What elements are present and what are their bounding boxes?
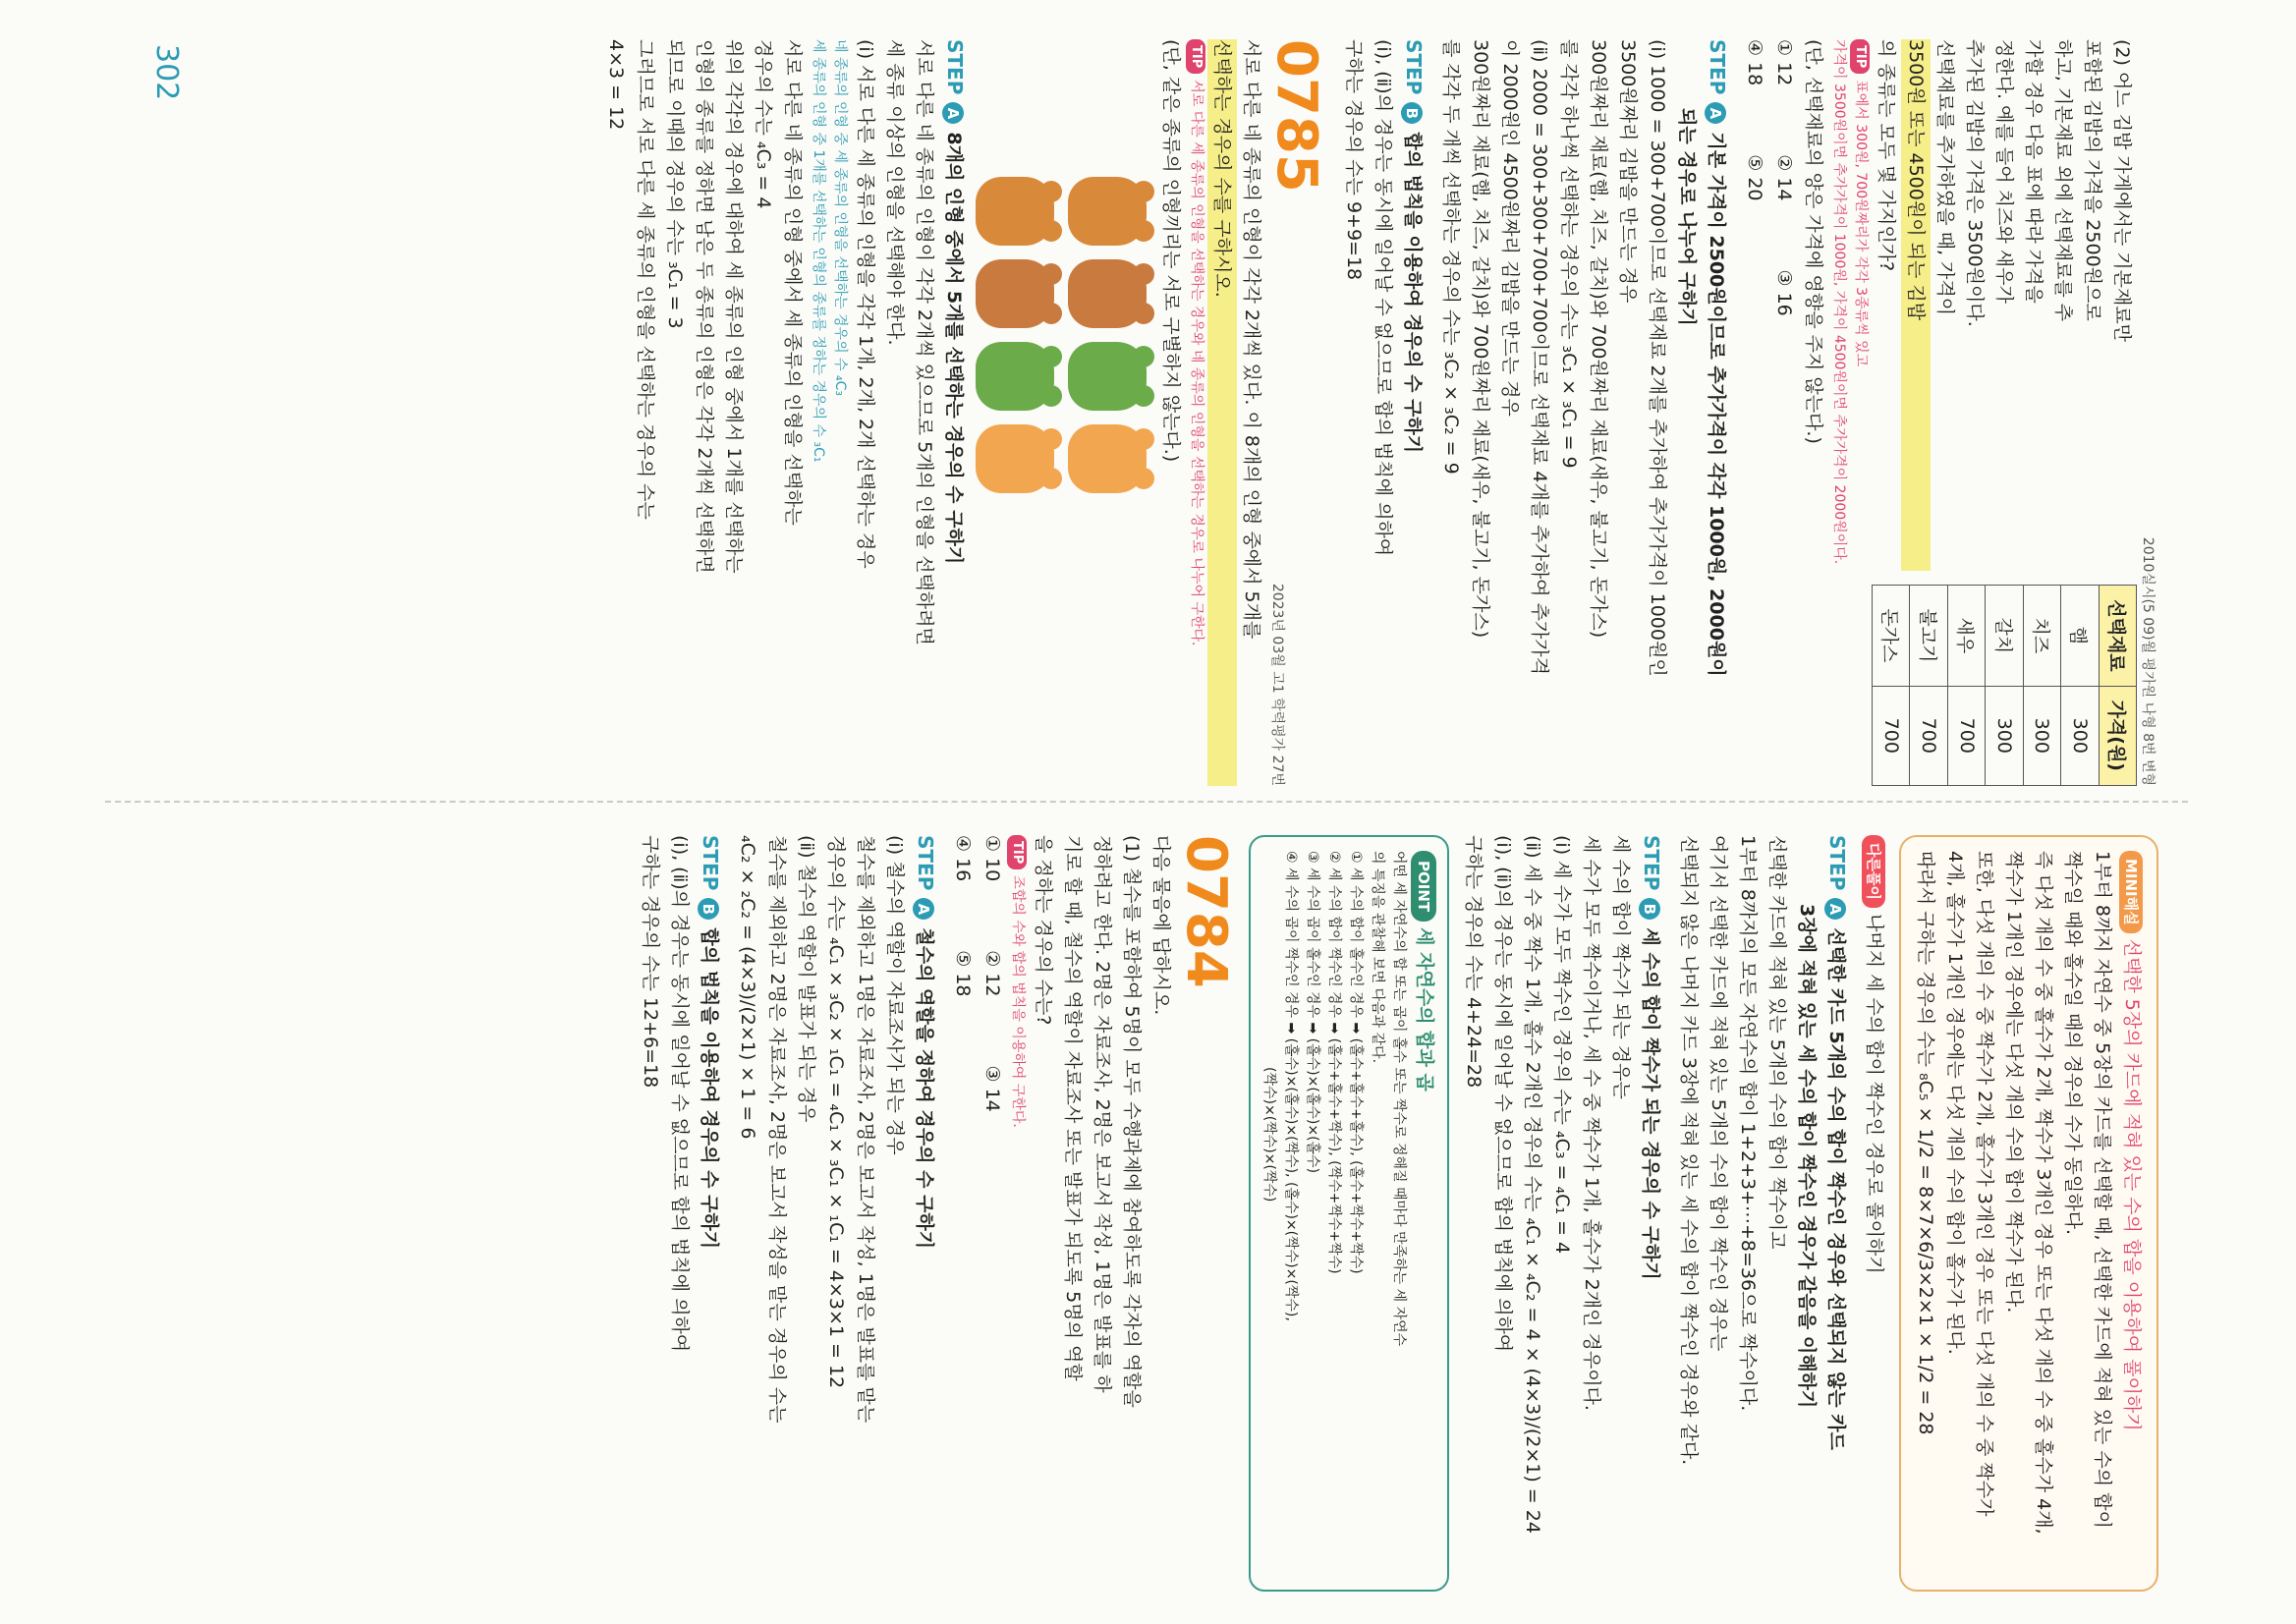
choice: ② 12: [981, 950, 1003, 997]
problem-0784: [948, 835, 1238, 1592]
source-label: 2023년 03월 고1 학력평가 27번: [1269, 583, 1285, 786]
table-row: [1986, 586, 2023, 786]
point-tag: POINT: [1411, 851, 1436, 922]
step-line: ₄C₂ × ₂C₂ = (4×3)/(2×1) × 1 = 6: [737, 835, 758, 1140]
problem-line: 을 정하는 경우의 수는?: [1033, 835, 1054, 1026]
step-letter-badge: B: [1401, 102, 1423, 124]
problem-line: 가할 경우 다음 표에 따라 가격을: [2023, 39, 2044, 304]
bear-doll-image: [976, 259, 1054, 328]
step-line: 서로 다른 네 종류의 인형이 각각 2개씩 있으므로 5개의 인형을 선택하려면: [914, 39, 935, 645]
problem-line: 3500원 또는 4500원이 되는 김밥: [1901, 39, 1931, 571]
step-line: 세 수의 합이 짝수가 되는 경우는: [1610, 835, 1632, 1099]
step-title: 선택한 카드 5개의 수의 합이 짝수인 경우와 선택되지 않는 카드: [1825, 927, 1847, 1450]
step-line: 이 2000원인 4500원짜리 김밥을 만드는 경우: [1499, 39, 1521, 417]
table-cell: 300: [2061, 686, 2099, 785]
choice: ⑤ 18: [952, 950, 974, 997]
source-label: 2010실시(5 09)월 평가원 나형 8번 변형: [2140, 536, 2156, 786]
table-cell: 햄: [2061, 586, 2099, 686]
problem-2-block: [1872, 39, 2137, 786]
problem-intro: 다음 물음에 답하시오.: [1150, 835, 1172, 1016]
step-line: 선택되지 않은 나머지 카드 3장에 적혀 있는 세 수의 합이 짝수인 경우와 같다.: [1678, 835, 1700, 1466]
step-title: 합의 법칙을 이용하여 경우의 수 구하기: [699, 927, 720, 1250]
mini-tag: MINI해설: [2119, 851, 2143, 933]
problem-line: 정한다. 예를 들어 치즈와 새우가: [1993, 39, 2015, 304]
tip-badge: TIP: [1007, 835, 1027, 869]
problem-note: (단, 선택재료의 양은 가격에 영향을 주지 않는다.): [1803, 39, 1824, 444]
step-line: 300원짜리 재료(햄, 치즈, 갈치)와 700원짜리 재료(새우, 불고기, 돈가스): [1588, 39, 1609, 639]
choice: ① 10: [981, 835, 1003, 882]
step-line: (ⅰ) 철수의 역할이 자료조사가 되는 경우: [884, 835, 906, 1155]
choices-row: [1740, 39, 1769, 786]
step-title-cont: 3장에 적혀 있는 세 수의 합이 짝수인 경우가 같음을 이해하기: [1796, 904, 1818, 1409]
mini-line: 짝수일 때와 홀수일 때의 경우의 수가 동일하다.: [2062, 851, 2084, 1236]
problem-line: 선택하는 경우의 수를 구하시오.: [1207, 39, 1237, 786]
step-line: 3500원짜리 김밥을 만드는 경우: [1617, 39, 1639, 304]
step-letter-badge: B: [698, 898, 719, 920]
choice: ② 14: [1773, 154, 1795, 201]
step-line: 구하는 경우의 수는 12+6=18: [640, 835, 661, 1089]
choices-row: [948, 835, 978, 1592]
step-label: STEP: [943, 39, 967, 95]
bear-doll-image: [976, 342, 1054, 411]
step-line: 되므로 이때의 경우의 수는 ₃C₁ = 3: [664, 39, 686, 329]
point-line: ③ 세 수의 곱이 홀수인 경우 ➡ (홀수)×(홀수)×(홀수): [1305, 851, 1320, 1174]
point-line: 어떤 세 자연수의 합 또는 곱이 홀수 또는 짝수로 정해질 때마다 만족하는 세 자연수: [1391, 851, 1407, 1347]
bear-doll-image: [1068, 177, 1147, 246]
step-label: STEP: [1825, 835, 1849, 891]
step-title: 철수의 역할을 정하여 경우의 수 구하기: [914, 927, 935, 1250]
point-line: (짝수)×(짝수)×(짝수): [1261, 1067, 1277, 1203]
column-divider: [105, 801, 2188, 803]
table-cell: 불고기: [1910, 586, 1947, 686]
right-column: [636, 835, 2158, 1592]
caption: 세 종류의 인형 중 1개를 선택하는 인형의 종류를 정하는 경우의 수 ₃C₁: [811, 39, 826, 463]
table-cell: 돈가스: [1873, 586, 1910, 686]
step-line: 세 종류 이상의 인형을 선택해야 한다.: [884, 39, 906, 346]
table-cell: 300: [1986, 686, 2023, 785]
step-line: 위의 각각의 경우에 대하여 세 종류의 인형 중에서 1개를 선택하는: [723, 39, 745, 574]
problem-line: 선택재료를 추가하였을 때, 가격이: [1934, 39, 1956, 316]
point-box: [1249, 835, 1449, 1592]
step-letter-badge: A: [1705, 102, 1726, 124]
step-letter-badge: A: [1824, 898, 1846, 920]
point-line: ④ 세 수의 곱이 짝수인 경우 ➡ (홀수)×(홀수)×(짝수), (홀수)×(짝수)×(짝수),: [1283, 851, 1299, 1321]
problem-line: 하고, 기본재료 외에 선택재료를 추: [2052, 39, 2074, 322]
step-line: 철수를 제외하고 1명은 자료조사, 2명은 보고서 작성, 1명은 발표를 맡는: [855, 835, 876, 1424]
tip-text: 조합의 수와 합의 법칙을 이용하여 구한다.: [1010, 875, 1026, 1128]
table-cell: 700: [1910, 686, 1947, 785]
table-cell: 700: [1947, 686, 1985, 785]
step-line: 세 수가 모두 짝수이거나, 세 수 중 짝수가 1개, 홀수가 2개인 경우이다.: [1581, 835, 1602, 1411]
ingredient-price-table: [1872, 585, 2137, 786]
problem-line: 정하려고 한다. 2명은 자료조사, 2명은 보고서 작성, 1명은 발표를 하: [1092, 835, 1113, 1393]
tip-badge: TIP: [1850, 39, 1870, 74]
step-line: (ⅱ) 세 수 중 짝수 1개, 홀수 2개인 경우의 수는 ₄C₁ × ₄C₂ = 4 × (4×3)/(2×1) = 24: [1522, 835, 1543, 1534]
mini-line: 짝수가 1개인 경우에는 다섯 개의 수의 합이 짝수가 된다.: [2003, 851, 2025, 1314]
table-cell: 갈치: [1986, 586, 2023, 686]
choice: ③ 16: [1773, 269, 1795, 316]
caption: 네 종류의 인형 중 세 종류의 인형을 선택하는 경우의 수 ₄C₃: [832, 39, 848, 397]
step-line: 서로 다른 네 종류의 인형 중에서 세 종류의 인형을 선택하는: [782, 39, 804, 526]
step-line: 선택한 카드에 적혀 있는 5개의 수의 합이 짝수이고: [1766, 835, 1788, 1250]
point-line: 의 특징을 관찰해 보면 다음과 같다.: [1370, 851, 1385, 1064]
step-label: STEP: [1402, 39, 1426, 95]
left-column: [601, 39, 2158, 786]
mini-line: 4개, 홀수가 1개인 경우에는 다섯 개의 수의 합이 홀수가 된다.: [1944, 851, 1966, 1355]
other-solution-tag: 다른풀이: [1862, 835, 1885, 908]
step-line: (ⅱ) 2000 = 300+300+700+700이므로 선택재료 4개를 추가하여 추가가격: [1529, 39, 1550, 675]
page-number: 302: [149, 44, 184, 101]
step-label: STEP: [1706, 39, 1729, 95]
bear-doll-image: [1068, 342, 1147, 411]
problem-line: 서로 다른 네 종류의 인형이 각각 2개씩 있다. 이 8개의 인형 중에서 5개를: [1241, 39, 1262, 640]
problem-number: 0785: [1264, 39, 1328, 193]
choice: ③ 14: [981, 1065, 1003, 1112]
table-row: [1873, 586, 1910, 786]
step-title: 합의 법칙을 이용하여 경우의 수 구하기: [1402, 132, 1424, 454]
step-line: (ⅰ) 세 수가 모두 짝수인 경우의 수는 ₄C₃ = ₄C₁ = 4: [1551, 835, 1573, 1255]
table-row: [1910, 586, 1947, 786]
choice: ① 12: [1773, 39, 1795, 86]
problem-line: 기로 할 때, 철수의 역할이 자료조사 또는 발표가 되도록 5명의 역할: [1062, 835, 1084, 1381]
tip-text: 서로 다른 세 종류의 인형을 선택하는 경우와 네 종류의 인형을 선택하는 경우로 나누어 구한다.: [1189, 80, 1204, 646]
bear-doll-image: [1068, 424, 1147, 493]
table-row: [2061, 586, 2099, 786]
step-line: 를 각각 두 개씩 선택하는 경우의 수는 ₃C₂ × ₃C₂ = 9: [1440, 39, 1462, 475]
step-line: (ⅰ) 서로 다른 세 종류의 인형을 각각 1개, 2개, 2개 선택하는 경우: [855, 39, 876, 569]
step-letter-badge: A: [913, 898, 934, 920]
step-line: (ⅰ) 1000 = 300+700이므로 선택재료 2개를 추가하여 추가가격이 1000원인: [1647, 39, 1668, 677]
step-line: (ⅰ), (ⅱ)의 경우는 동시에 일어날 수 없으므로 합의 법칙에 의하여: [1492, 835, 1514, 1353]
table-row: [2023, 586, 2060, 786]
step-title: 세 수의 합이 짝수가 되는 경우의 수 구하기: [1640, 927, 1661, 1280]
step-line: 여기서 선택한 카드에 적혀 있는 5개의 수의 합이 짝수인 경우는: [1708, 835, 1729, 1352]
step-line: (ⅰ), (ⅱ)의 경우는 동시에 일어날 수 없으므로 합의 법칙에 의하여: [669, 835, 691, 1353]
tip-text: 가격이 3500원이면 추가가격이 1000원, 가격이 4500원이면 추가가격이 2000원이다.: [1831, 39, 1847, 565]
step-line: 구하는 경우의 수는 4+24=28: [1463, 835, 1484, 1089]
choice: ④ 18: [1744, 39, 1765, 86]
table-cell: 700: [1873, 686, 1910, 785]
step-label: STEP: [699, 835, 722, 891]
step-letter-badge: A: [942, 102, 964, 124]
table-header-row: [2099, 586, 2136, 786]
problem-line: (2) 어느 김밥 가게에서는 기본재료만: [2111, 39, 2133, 343]
step-line: 를 각각 하나씩 선택하는 경우의 수는 ₃C₁ × ₃C₁ = 9: [1558, 39, 1580, 469]
step-line: 300원짜리 재료(햄, 치즈, 갈치)와 700원짜리 재료(새우, 불고기, 돈가스): [1470, 39, 1491, 639]
tip-text: 표에서 300원, 700원짜리가 각각 3종류씩 있고: [1853, 80, 1869, 367]
point-line: ① 세 수의 합이 홀수인 경우 ➡ (홀수+홀수+홀수), (홀수+짝수+짝수): [1348, 851, 1364, 1274]
problem-0785: [976, 39, 1328, 786]
choices-row: [1769, 39, 1799, 786]
choice: ⑤ 20: [1744, 154, 1765, 201]
step-line: (ⅱ) 철수의 역할이 발표가 되는 경우: [796, 835, 817, 1123]
mini-heading: 선택한 5장의 카드에 적혀 있는 수의 합을 이용하여 풀이하기: [2121, 938, 2143, 1431]
doll-illustration: [976, 177, 1147, 786]
step-letter-badge: B: [1639, 898, 1660, 920]
mini-line: 즉 다섯 개의 수 중 홀수가 2개, 짝수가 3개인 경우 또는 다섯 개의 수 중 홀수가 4개,: [2033, 851, 2054, 1535]
table-row: [1947, 586, 1985, 786]
problem-line: 포함된 김밥의 가격을 2500원으로: [2082, 39, 2103, 321]
step-line: 인형의 종류를 정하면 남은 두 종류의 인형은 각각 2개씩 선택하면: [694, 39, 715, 574]
mini-line: 또한, 다섯 개의 수 중 짝수가 2개, 홀수가 3개인 경우 또는 다섯 개의 수 중 짝수가: [1974, 851, 1995, 1517]
tip-badge: TIP: [1186, 39, 1205, 74]
bear-doll-image: [976, 424, 1054, 493]
point-line: ② 세 수의 합이 짝수인 경우 ➡ (홀수+홀수+짝수), (짝수+짝수+짝수): [1326, 851, 1342, 1274]
table-cell: 300: [2023, 686, 2060, 785]
table-header: 선택재료: [2099, 586, 2136, 686]
step-title: 기본 가격이 2500원이므로 추가가격이 각각 1000원, 2000원이: [1706, 132, 1727, 677]
mini-solution-box: [1899, 835, 2158, 1592]
step-label: STEP: [914, 835, 937, 891]
problem-line: (1) 철수를 포함하여 5명이 모두 수행과제에 참여하도록 각자의 역할을: [1121, 835, 1143, 1408]
mini-line: 1부터 8까지 자연수 중 5장의 카드를 선택할 때, 선택한 카드에 적혀 있는 수의 합이: [2092, 851, 2113, 1529]
step-line: 경우의 수는 ₄C₃ = 4: [753, 39, 774, 209]
bear-doll-image: [1068, 259, 1147, 328]
choice: ④ 16: [952, 835, 974, 882]
table-header: 가격(원): [2099, 686, 2136, 785]
step-title-cont: 되는 경우로 나누어 구하기: [1676, 108, 1698, 326]
mini-line: 따라서 구하는 경우의 수는 ₈C₅ × 1/2 = 8×7×6/3×2×1 × 1/2 = 28: [1915, 851, 1936, 1435]
table-cell: 치즈: [2023, 586, 2060, 686]
choices-row: [978, 835, 1007, 1592]
bear-doll-image: [976, 177, 1054, 246]
problem-line: (단, 같은 종류의 인형끼리는 서로 구별하지 않는다.): [1160, 39, 1182, 463]
point-title: 세 자연수의 합과 곱: [1414, 927, 1435, 1092]
step-line: 1부터 8까지의 모든 자연수의 합이 1+2+3+⋯+8=36으로 짝수이다.: [1737, 835, 1759, 1412]
step-label: STEP: [1640, 835, 1663, 891]
other-solution-text: 나머지 세 수의 합이 짝수인 경우로 풀이하기: [1864, 914, 1885, 1274]
step-line: 경우의 수는 ₄C₁ × ₃C₂ × ₁C₁ = ₄C₁ × ₃C₁ × ₁C₁ = 4×3×1 = 12: [825, 835, 847, 1389]
problem-number: 0784: [1174, 835, 1238, 988]
step-line: 그러므로 서로 다른 세 종류의 인형을 선택하는 경우의 수는: [635, 39, 656, 520]
step-line: 철수를 제외하고 2명은 자료조사, 2명은 보고서 작성을 맡는 경우의 수는: [766, 835, 788, 1424]
step-line: 구하는 경우의 수는 9+9=18: [1343, 39, 1365, 281]
step-title: 8개의 인형 중에서 5개를 선택하는 경우의 수 구하기: [943, 132, 965, 565]
step-line: 4×3 = 12: [605, 39, 627, 131]
problem-line: 추가된 김밥의 가격은 3500원이다.: [1964, 39, 1986, 327]
table-cell: 새우: [1947, 586, 1985, 686]
problem-line: 의 종류는 모두 몇 가지인가?: [1876, 39, 1897, 272]
step-line: (ⅰ), (ⅱ)의 경우는 동시에 일어날 수 없으므로 합의 법칙에 의하여: [1372, 39, 1394, 557]
